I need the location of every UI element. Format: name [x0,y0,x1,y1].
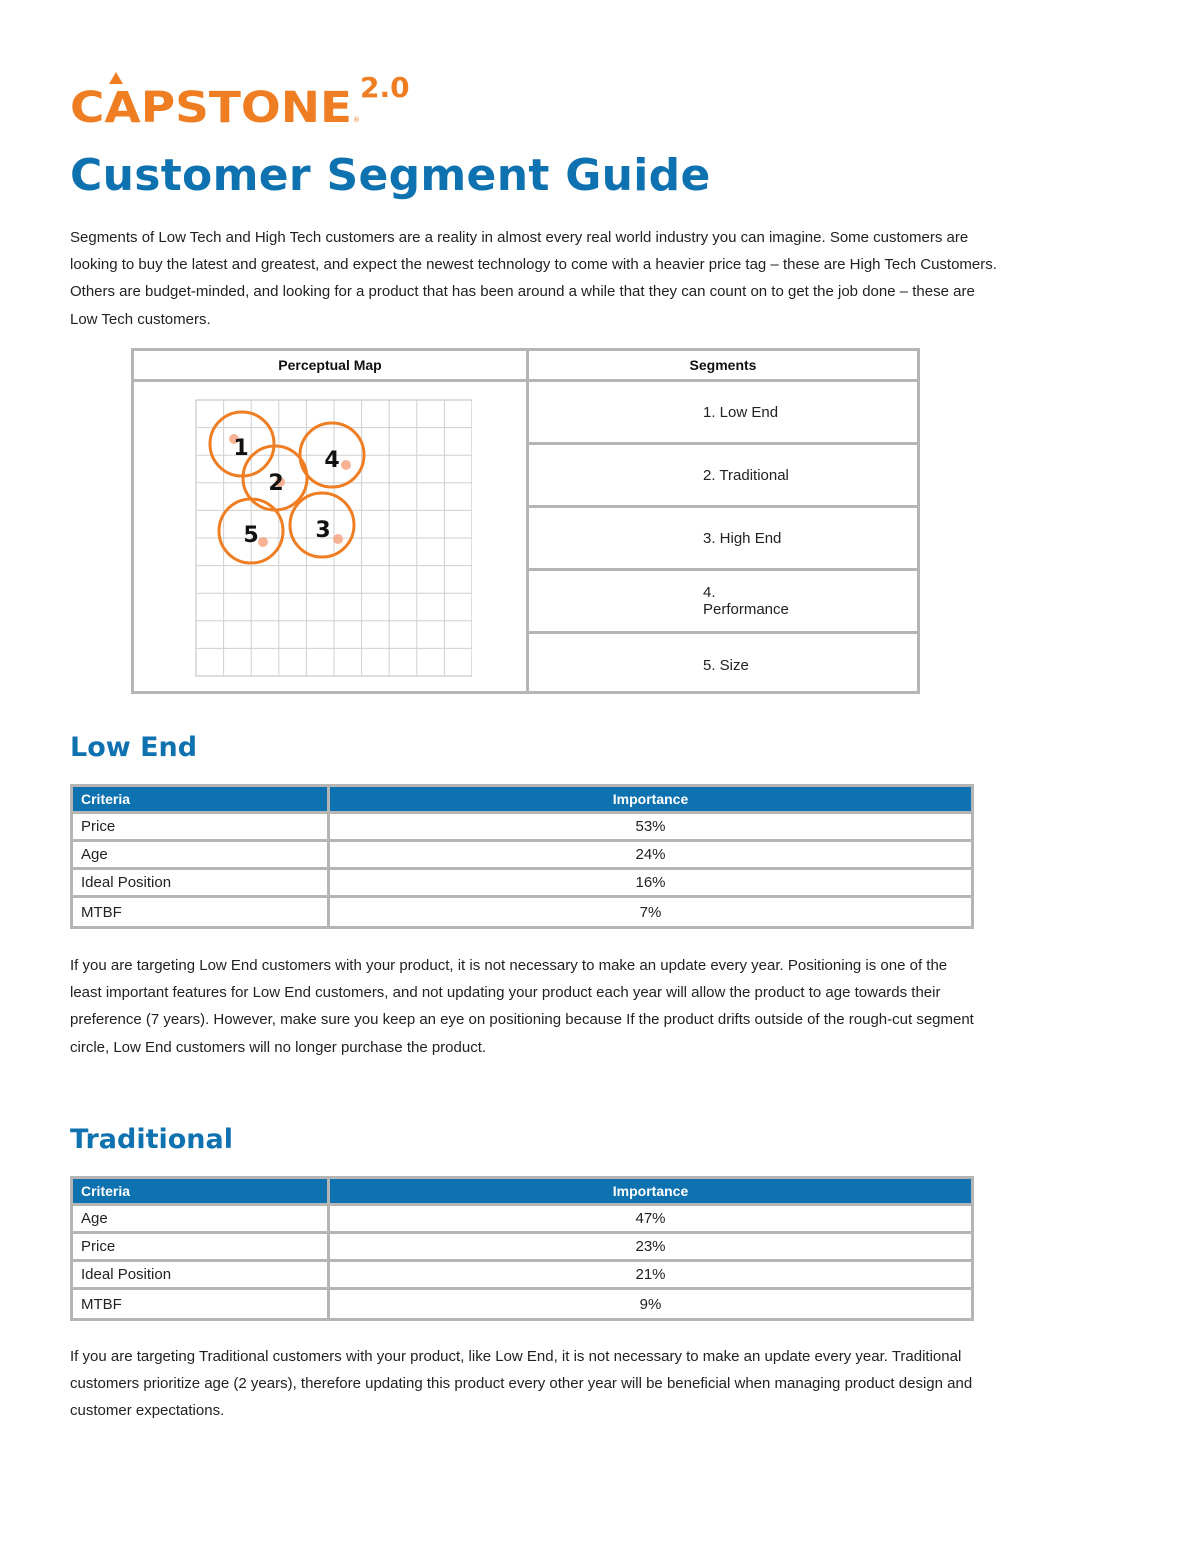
intro-paragraph: Segments of Low Tech and High Tech customers are a reality in almost every real world industry you can imagine. Some customers are looking to buy the latest and greatest, and expect the newest technology to come with a heavier price tag – these are High Tech Customers. Others are budget-minded, and looking for a product that has been around a while that they can count on to get the job done – these are Low Tech customers. [70,229,997,328]
importance-cell: 9% [329,1289,973,1320]
segment-circle-label: 5 [243,523,259,548]
segment-center-dot [258,537,268,547]
low-end-table [70,784,974,929]
criteria-header: Criteria [72,786,329,813]
criteria-cell: Age [72,1205,329,1233]
importance-cell: 16% [329,869,973,897]
traditional-paragraph: If you are targeting Traditional customers with your product, like Low End, it is not necessary to make an update every year. Traditional customers prioritize age (2 years), therefore updating this product every other year will be beneficial when managing product design and customer expectations. [70,1348,973,1420]
table-row [72,897,973,928]
importance-cell: 7% [329,897,973,928]
perceptual-map [192,398,472,678]
criteria-cell: Price [72,1233,329,1261]
table-row [72,869,973,897]
logo-trademark: ® [353,116,360,124]
segments-list [529,382,917,691]
segment-center-dot [333,534,343,544]
table-row [72,1233,973,1261]
segment-label: 2. Traditional [703,466,789,484]
segments-header: Segments [529,351,917,382]
low-end-heading: Low End [70,732,198,763]
segment-label: 1. Low End [703,403,779,421]
table-row [72,1261,973,1289]
criteria-cell: Age [72,841,329,869]
segment-label: 5. Size [703,656,749,674]
capstone-logo [70,70,430,130]
segment-label: 3. High End [703,529,782,547]
criteria-cell: MTBF [72,1289,329,1320]
importance-header: Importance [329,1178,973,1205]
traditional-heading: Traditional [70,1124,233,1155]
segment-circle-label: 4 [324,448,340,473]
traditional-table [70,1176,974,1321]
importance-header: Importance [329,786,973,813]
segment-row [529,508,917,571]
segment-row [529,571,917,634]
table-row [72,841,973,869]
table-row [72,1205,973,1233]
segment-row [529,634,917,696]
criteria-cell: Ideal Position [72,869,329,897]
segment-row [529,382,917,445]
importance-cell: 53% [329,813,973,841]
segment-label: 4. Performance [703,584,789,618]
table-row [72,1289,973,1320]
segment-circle-label: 3 [315,518,331,543]
importance-cell: 21% [329,1261,973,1289]
segment-circle-label: 2 [268,471,284,496]
segment-row [529,445,917,508]
table-row [72,813,973,841]
perceptual-map-table [131,348,920,694]
criteria-cell: Ideal Position [72,1261,329,1289]
importance-cell: 47% [329,1205,973,1233]
page-title: Customer Segment Guide [70,150,711,201]
logo-word: CAPSTONE [70,83,352,130]
criteria-header: Criteria [72,1178,329,1205]
table-header-row [72,1178,973,1205]
perceptual-map-header: Perceptual Map [134,351,526,382]
low-end-paragraph: If you are targeting Low End customers with your product, it is not necessary to make an update every year. Positioning is one of the least important features for Low End customers, and not updating your product each year will allow the product to age towards their preference (7 years). However, make sure you keep an eye on positioning because If the product drifts outside of the rough-cut segment circle, Low End customers will no longer purchase the product. [70,957,974,1056]
segment-circle-label: 1 [233,436,249,461]
segment-center-dot [341,460,351,470]
table-header-row [72,786,973,813]
criteria-cell: Price [72,813,329,841]
logo-version: 2.0 [360,71,410,104]
importance-cell: 24% [329,841,973,869]
criteria-cell: MTBF [72,897,329,928]
importance-cell: 23% [329,1233,973,1261]
